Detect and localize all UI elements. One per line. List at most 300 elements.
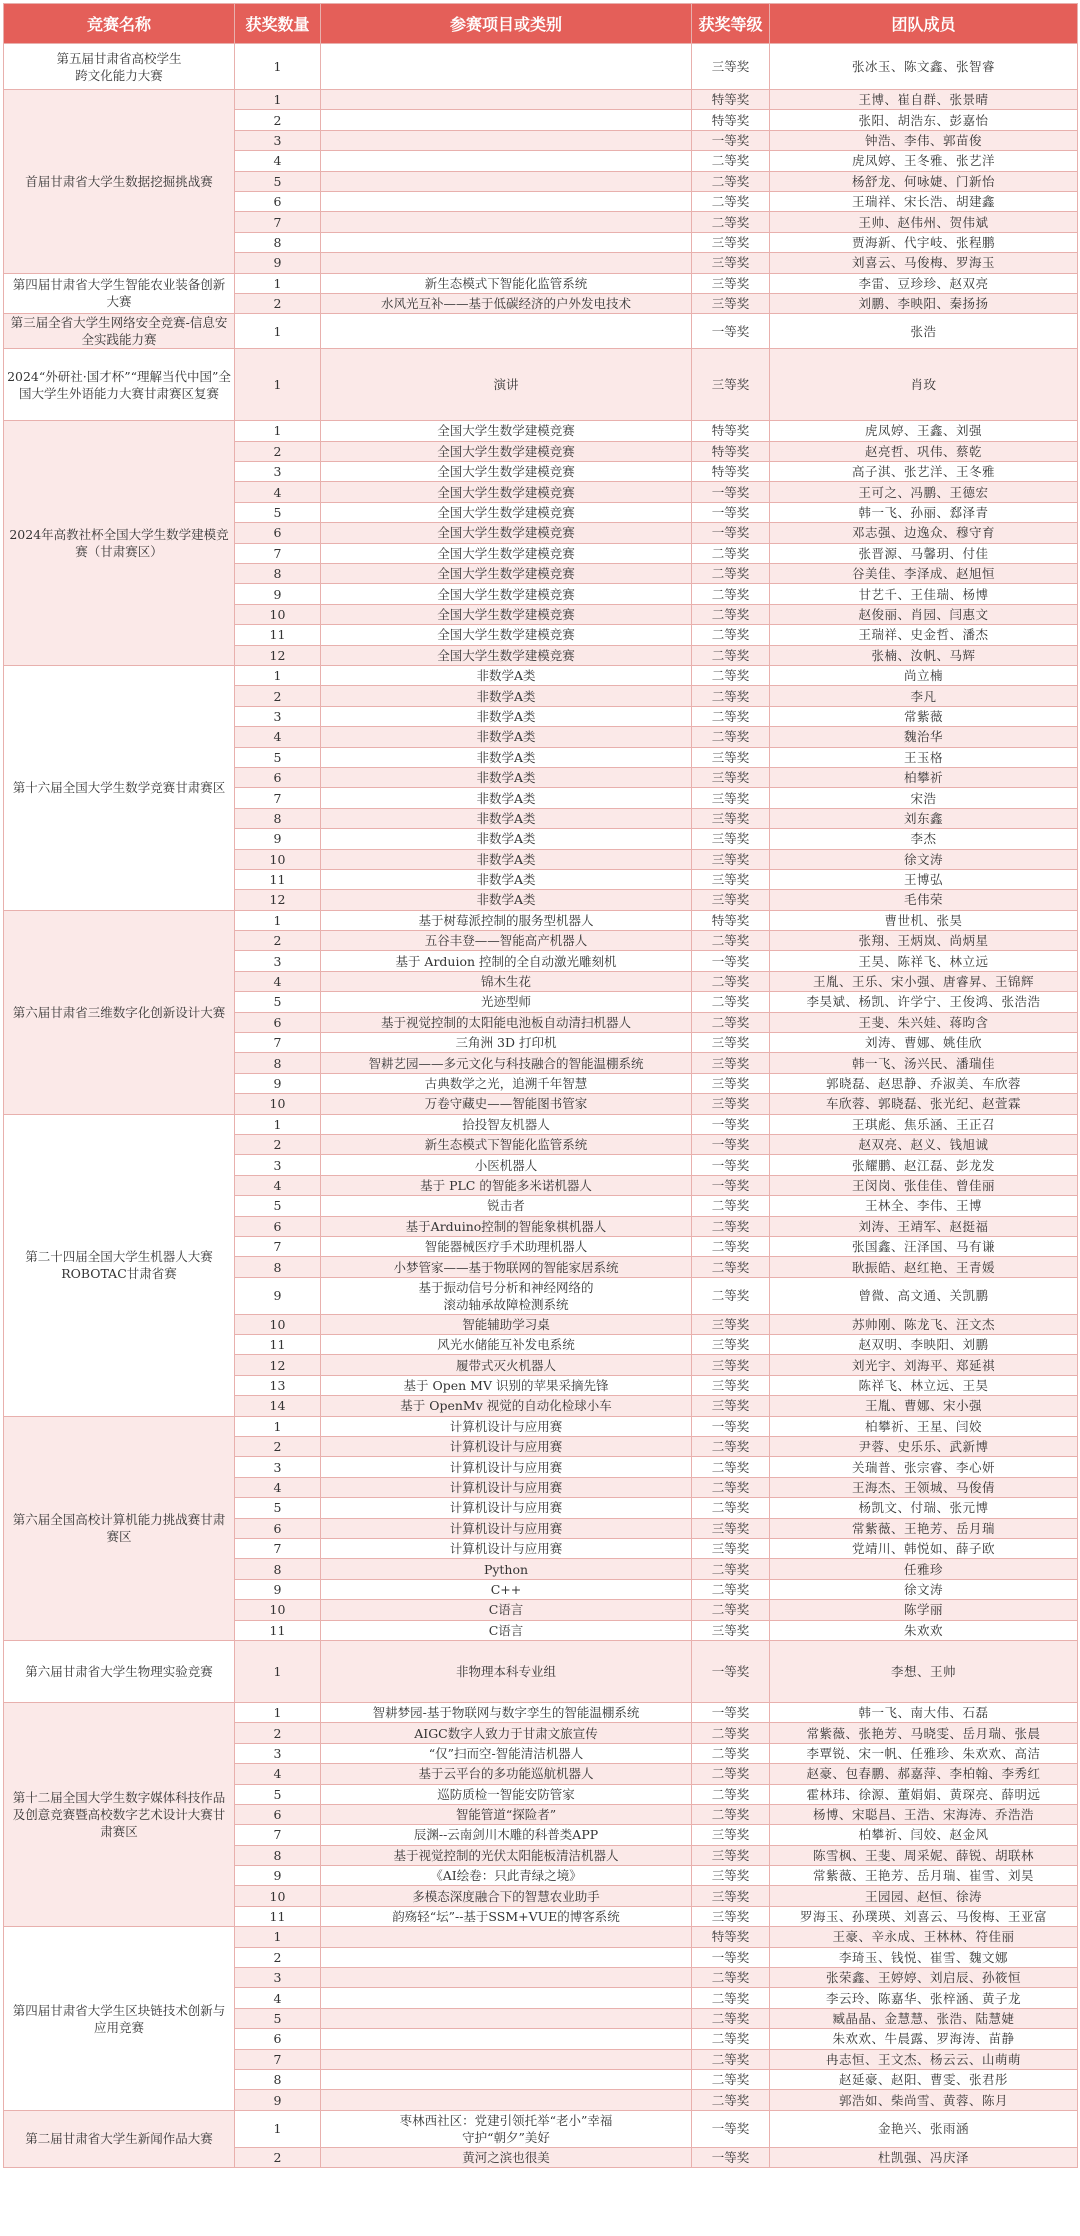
- project-name: 全国大学生数学建模竞赛: [321, 441, 692, 461]
- award-level: 三等奖: [692, 1845, 770, 1865]
- team-members: 关瑞普、张宗睿、李心妍: [770, 1457, 1078, 1477]
- project-name: 全国大学生数学建模竞赛: [321, 462, 692, 482]
- award-level: 二等奖: [692, 931, 770, 951]
- team-members: 霍林玮、徐源、董娟娟、黄琛亮、薛明远: [770, 1784, 1078, 1804]
- award-level: 特等奖: [692, 910, 770, 930]
- team-members: 陈学丽: [770, 1600, 1078, 1620]
- award-count: 5: [235, 2008, 321, 2028]
- award-count: 8: [235, 232, 321, 252]
- award-count: 2: [235, 1947, 321, 1967]
- award-level: 一等奖: [692, 1416, 770, 1436]
- award-count: 7: [235, 1825, 321, 1845]
- team-members: 张冰玉、陈文鑫、张智睿: [770, 44, 1078, 90]
- team-members: 赵双亮、赵义、钱旭诚: [770, 1134, 1078, 1154]
- team-members: 张国鑫、汪泽国、马有谦: [770, 1236, 1078, 1256]
- project-name: [321, 1968, 692, 1988]
- award-level: 三等奖: [692, 1335, 770, 1355]
- award-level: 二等奖: [692, 604, 770, 624]
- team-members: 尹蓉、史乐乐、武新博: [770, 1437, 1078, 1457]
- project-name: [321, 90, 692, 110]
- table-row: [4, 44, 1078, 90]
- award-count: 4: [235, 971, 321, 991]
- table-row: [4, 273, 1078, 293]
- team-members: 王斐、朱兴娃、蒋昀含: [770, 1012, 1078, 1032]
- award-count: 1: [235, 90, 321, 110]
- award-count: 11: [235, 1906, 321, 1926]
- team-members: 曾微、高文通、关凯鹏: [770, 1277, 1078, 1314]
- award-level: 二等奖: [692, 1723, 770, 1743]
- award-count: 9: [235, 829, 321, 849]
- award-count: 3: [235, 706, 321, 726]
- team-members: 张浩: [770, 314, 1078, 349]
- award-level: 二等奖: [692, 1012, 770, 1032]
- team-members: 刘涛、曹娜、姚佳欣: [770, 1033, 1078, 1053]
- team-members: 任雅珍: [770, 1559, 1078, 1579]
- project-name: 全国大学生数学建模竞赛: [321, 543, 692, 563]
- project-name: 三角洲 3D 打印机: [321, 1033, 692, 1053]
- award-count: 2: [235, 931, 321, 951]
- award-level: 二等奖: [692, 1498, 770, 1518]
- award-level: 二等奖: [692, 1559, 770, 1579]
- award-level: 一等奖: [692, 482, 770, 502]
- team-members: 党靖川、韩悦如、薛子欧: [770, 1539, 1078, 1559]
- team-members: 李想、王帅: [770, 1640, 1078, 1702]
- project-name: [321, 314, 692, 349]
- competition-name: 第三届全省大学生网络安全竞赛-信息安全实践能力赛: [4, 314, 235, 349]
- award-level: 二等奖: [692, 645, 770, 665]
- team-members: 毛伟荣: [770, 890, 1078, 910]
- award-level: 特等奖: [692, 110, 770, 130]
- project-name: 非数学A类: [321, 829, 692, 849]
- award-count: 6: [235, 1518, 321, 1538]
- team-members: 朱欢欢、牛晨露、罗海涛、苗静: [770, 2029, 1078, 2049]
- team-members: 李昊斌、杨凯、许学宁、王俊鸿、张浩浩: [770, 992, 1078, 1012]
- team-members: 张翔、王炳岚、尚炳星: [770, 931, 1078, 951]
- award-level: 三等奖: [692, 1906, 770, 1926]
- project-name: 辰渊--云南剑川木雕的科普类APP: [321, 1825, 692, 1845]
- award-count: 4: [235, 1477, 321, 1497]
- award-level: 二等奖: [692, 706, 770, 726]
- competition-name: 第六届甘肃省大学生物理实验竞赛: [4, 1640, 235, 1702]
- award-level: 三等奖: [692, 349, 770, 421]
- competition-name: 第二十四届全国大学生机器人大赛ROBOTAC甘肃省赛: [4, 1114, 235, 1416]
- table-row: [4, 1416, 1078, 1436]
- award-count: 5: [235, 1784, 321, 1804]
- team-members: 王帅、赵伟州、贺伟斌: [770, 212, 1078, 232]
- project-name: [321, 171, 692, 191]
- award-count: 5: [235, 1196, 321, 1216]
- team-members: 张耀鹏、赵江磊、彭龙发: [770, 1155, 1078, 1175]
- award-count: 1: [235, 349, 321, 421]
- award-level: 二等奖: [692, 2069, 770, 2089]
- award-level: 一等奖: [692, 1134, 770, 1154]
- award-count: 5: [235, 1498, 321, 1518]
- award-level: 二等奖: [692, 1437, 770, 1457]
- team-members: 陈雪枫、王斐、周采妮、薛锐、胡联林: [770, 1845, 1078, 1865]
- award-count: 7: [235, 1539, 321, 1559]
- project-name: 枣林西社区：党建引领托举“老小”幸福 守护“朝夕”美好: [321, 2110, 692, 2147]
- award-level: 一等奖: [692, 1114, 770, 1134]
- award-level: 二等奖: [692, 1804, 770, 1824]
- team-members: 王琪彪、焦乐涵、王正召: [770, 1114, 1078, 1134]
- table-row: [4, 90, 1078, 110]
- award-count: 12: [235, 890, 321, 910]
- team-members: 常紫薇: [770, 706, 1078, 726]
- award-count: 11: [235, 869, 321, 889]
- team-members: 韩一飞、南大伟、石磊: [770, 1702, 1078, 1722]
- project-name: 锦木生花: [321, 971, 692, 991]
- team-members: 韩一飞、孙丽、郄泽青: [770, 502, 1078, 522]
- team-members: 王胤、王乐、宋小强、唐睿昇、王锦辉: [770, 971, 1078, 991]
- project-name: 五谷丰登——智能高产机器人: [321, 931, 692, 951]
- team-members: 苏帅刚、陈龙飞、汪文杰: [770, 1314, 1078, 1334]
- team-members: 杜凯强、冯庆泽: [770, 2147, 1078, 2167]
- project-name: [321, 2049, 692, 2069]
- award-level: 三等奖: [692, 232, 770, 252]
- award-level: 二等奖: [692, 564, 770, 584]
- team-members: 耿振皓、赵红艳、王青媛: [770, 1257, 1078, 1277]
- award-count: 3: [235, 951, 321, 971]
- award-count: 9: [235, 1073, 321, 1093]
- team-members: 宋浩: [770, 788, 1078, 808]
- project-name: 锐击者: [321, 1196, 692, 1216]
- award-level: 三等奖: [692, 273, 770, 293]
- award-count: 2: [235, 2147, 321, 2167]
- team-members: 谷美佳、李泽成、赵旭恒: [770, 564, 1078, 584]
- project-name: 非数学A类: [321, 747, 692, 767]
- project-name: [321, 44, 692, 90]
- award-count: 2: [235, 1134, 321, 1154]
- award-level: 三等奖: [692, 1518, 770, 1538]
- competition-name: 第十六届全国大学生数学竞赛甘肃赛区: [4, 665, 235, 910]
- team-members: 郭晓磊、赵思静、乔淑美、车欣蓉: [770, 1073, 1078, 1093]
- project-name: 非数学A类: [321, 767, 692, 787]
- award-count: 8: [235, 1559, 321, 1579]
- project-name: 拾投智友机器人: [321, 1114, 692, 1134]
- award-level: 一等奖: [692, 1640, 770, 1702]
- project-name: 计算机设计与应用赛: [321, 1539, 692, 1559]
- team-members: 王海杰、王领城、马俊倩: [770, 1477, 1078, 1497]
- project-name: C++: [321, 1579, 692, 1599]
- award-level: 一等奖: [692, 2110, 770, 2147]
- table-row: [4, 421, 1078, 441]
- award-level: 二等奖: [692, 2029, 770, 2049]
- award-level: 一等奖: [692, 1155, 770, 1175]
- team-members: 王豪、辛永成、王林林、符佳丽: [770, 1927, 1078, 1947]
- competition-name: 第六届甘肃省三维数字化创新设计大赛: [4, 910, 235, 1114]
- award-level: 三等奖: [692, 1073, 770, 1093]
- award-count: 2: [235, 293, 321, 313]
- team-members: 钟浩、李伟、郭苗俊: [770, 130, 1078, 150]
- award-count: 7: [235, 788, 321, 808]
- award-level: 三等奖: [692, 890, 770, 910]
- project-name: AIGC数字人致力于甘肃文旅宣传: [321, 1723, 692, 1743]
- award-level: 一等奖: [692, 523, 770, 543]
- award-level: 三等奖: [692, 808, 770, 828]
- award-count: 4: [235, 1175, 321, 1195]
- award-level: 二等奖: [692, 1277, 770, 1314]
- award-level: 一等奖: [692, 1702, 770, 1722]
- award-level: 二等奖: [692, 2090, 770, 2110]
- award-count: 3: [235, 1968, 321, 1988]
- project-name: [321, 1988, 692, 2008]
- project-name: 风光水储能互补发电系统: [321, 1335, 692, 1355]
- award-count: 10: [235, 1094, 321, 1114]
- team-members: 韩一飞、汤兴民、潘瑞佳: [770, 1053, 1078, 1073]
- award-level: 三等奖: [692, 788, 770, 808]
- award-count: 6: [235, 767, 321, 787]
- team-members: 郭浩如、柴尚雪、黄蓉、陈月: [770, 2090, 1078, 2110]
- award-level: 三等奖: [692, 1866, 770, 1886]
- award-level: 二等奖: [692, 2049, 770, 2069]
- team-members: 徐文涛: [770, 1579, 1078, 1599]
- project-name: 计算机设计与应用赛: [321, 1457, 692, 1477]
- project-name: [321, 2029, 692, 2049]
- award-count: 11: [235, 625, 321, 645]
- award-level: 二等奖: [692, 625, 770, 645]
- team-members: 王可之、冯鹏、王德宏: [770, 482, 1078, 502]
- award-level: 特等奖: [692, 90, 770, 110]
- award-level: 一等奖: [692, 1175, 770, 1195]
- team-members: 张荣鑫、王婷婷、刘启辰、孙筱恒: [770, 1968, 1078, 1988]
- header-row: [4, 4, 1078, 44]
- team-members: 王博弘: [770, 869, 1078, 889]
- team-members: 张楠、汝帆、马辉: [770, 645, 1078, 665]
- award-level: 三等奖: [692, 1314, 770, 1334]
- table-body: [4, 44, 1078, 2168]
- award-count: 2: [235, 1437, 321, 1457]
- project-name: 计算机设计与应用赛: [321, 1477, 692, 1497]
- project-name: 古典数学之光，追溯千年智慧: [321, 1073, 692, 1093]
- award-level: 二等奖: [692, 665, 770, 685]
- award-level: 二等奖: [692, 1196, 770, 1216]
- award-count: 3: [235, 1457, 321, 1477]
- table-row: [4, 910, 1078, 930]
- award-level: 三等奖: [692, 767, 770, 787]
- table-row: [4, 1640, 1078, 1702]
- project-name: C语言: [321, 1620, 692, 1640]
- team-members: 刘东鑫: [770, 808, 1078, 828]
- project-name: 基于视觉控制的太阳能电池板自动清扫机器人: [321, 1012, 692, 1032]
- award-level: 三等奖: [692, 1355, 770, 1375]
- award-count: 7: [235, 212, 321, 232]
- award-count: 2: [235, 686, 321, 706]
- award-count: 10: [235, 1600, 321, 1620]
- award-count: 6: [235, 1804, 321, 1824]
- project-name: 履带式灭火机器人: [321, 1355, 692, 1375]
- competition-name: 首届甘肃省大学生数据挖掘挑战赛: [4, 90, 235, 274]
- project-name: 多模态深度融合下的智慧农业助手: [321, 1886, 692, 1906]
- award-count: 3: [235, 462, 321, 482]
- project-name: 演讲: [321, 349, 692, 421]
- team-members: 甘艺千、王佳瑞、杨博: [770, 584, 1078, 604]
- project-name: [321, 212, 692, 232]
- award-count: 9: [235, 1277, 321, 1314]
- award-level: 二等奖: [692, 1764, 770, 1784]
- award-level: 特等奖: [692, 1927, 770, 1947]
- award-count: 8: [235, 564, 321, 584]
- project-name: 全国大学生数学建模竞赛: [321, 421, 692, 441]
- award-level: 二等奖: [692, 971, 770, 991]
- team-members: 冉志恒、王文杰、杨云云、山萌萌: [770, 2049, 1078, 2069]
- team-members: 肖玫: [770, 349, 1078, 421]
- project-name: C语言: [321, 1600, 692, 1620]
- award-level: 三等奖: [692, 293, 770, 313]
- table-row: [4, 2110, 1078, 2147]
- table-row: [4, 314, 1078, 349]
- project-name: 智耕艺园——多元文化与科技融合的智能温棚系统: [321, 1053, 692, 1073]
- team-members: 魏治华: [770, 727, 1078, 747]
- team-members: 李覃锐、宋一帆、任雅珍、朱欢欢、高洁: [770, 1743, 1078, 1763]
- award-level: 二等奖: [692, 1968, 770, 1988]
- project-name: 非数学A类: [321, 869, 692, 889]
- project-name: 非数学A类: [321, 808, 692, 828]
- competition-name: 第十二届全国大学生数字媒体科技作品及创意竞赛暨高校数字艺术设计大赛甘肃赛区: [4, 1702, 235, 1926]
- team-members: 王胤、曹娜、宋小强: [770, 1396, 1078, 1416]
- project-name: 基于视觉控制的光伏太阳能板清洁机器人: [321, 1845, 692, 1865]
- project-name: [321, 232, 692, 252]
- team-members: 赵俊丽、肖园、闫惠文: [770, 604, 1078, 624]
- award-count: 9: [235, 253, 321, 273]
- project-name: [321, 2069, 692, 2089]
- team-members: 李杰: [770, 829, 1078, 849]
- award-level: 二等奖: [692, 1743, 770, 1763]
- award-level: 三等奖: [692, 1033, 770, 1053]
- team-members: 柏攀祈、王星、闫姣: [770, 1416, 1078, 1436]
- award-level: 三等奖: [692, 1375, 770, 1395]
- award-count: 6: [235, 1216, 321, 1236]
- award-level: 二等奖: [692, 543, 770, 563]
- team-members: 赵亮哲、巩伟、蔡乾: [770, 441, 1078, 461]
- project-name: 计算机设计与应用赛: [321, 1416, 692, 1436]
- award-count: 7: [235, 1236, 321, 1256]
- award-count: 2: [235, 1723, 321, 1743]
- team-members: 曹世机、张昊: [770, 910, 1078, 930]
- award-level: 特等奖: [692, 441, 770, 461]
- team-members: 赵豪、包春鹏、郝嘉萍、李柏翰、李秀红: [770, 1764, 1078, 1784]
- award-level: 特等奖: [692, 421, 770, 441]
- project-name: 光迹型师: [321, 992, 692, 1012]
- award-count: 9: [235, 1579, 321, 1599]
- award-level: 三等奖: [692, 1053, 770, 1073]
- project-name: 智能管道“探险者”: [321, 1804, 692, 1824]
- team-members: 罗海玉、孙璞瑛、刘喜云、马俊梅、王亚富: [770, 1906, 1078, 1926]
- award-count: 6: [235, 191, 321, 211]
- award-level: 二等奖: [692, 151, 770, 171]
- award-count: 8: [235, 1845, 321, 1865]
- award-level: 三等奖: [692, 44, 770, 90]
- award-count: 5: [235, 171, 321, 191]
- award-level: 二等奖: [692, 1988, 770, 2008]
- award-level: 一等奖: [692, 1947, 770, 1967]
- team-members: 虎凤婷、王鑫、刘强: [770, 421, 1078, 441]
- award-count: 9: [235, 584, 321, 604]
- award-level: 二等奖: [692, 171, 770, 191]
- award-count: 12: [235, 1355, 321, 1375]
- award-level: 三等奖: [692, 253, 770, 273]
- competition-name: 2024“外研社·国才杯”“理解当代中国”全国大学生外语能力大赛甘肃赛区复赛: [4, 349, 235, 421]
- award-count: 5: [235, 747, 321, 767]
- header-competition: 竞赛名称: [4, 4, 235, 44]
- award-level: 三等奖: [692, 1886, 770, 1906]
- project-name: 新生态模式下智能化监管系统: [321, 1134, 692, 1154]
- team-members: 刘喜云、马俊梅、罗海玉: [770, 253, 1078, 273]
- team-members: 常紫薇、王艳芳、岳月瑞、崔雪、刘昊: [770, 1866, 1078, 1886]
- competition-name: 第六届全国高校计算机能力挑战赛甘肃赛区: [4, 1416, 235, 1640]
- project-name: [321, 2008, 692, 2028]
- award-count: 8: [235, 2069, 321, 2089]
- team-members: 王瑞祥、史金哲、潘杰: [770, 625, 1078, 645]
- award-level: 二等奖: [692, 1236, 770, 1256]
- project-name: 计算机设计与应用赛: [321, 1498, 692, 1518]
- team-members: 虎凤婷、王冬雅、张艺洋: [770, 151, 1078, 171]
- project-name: 全国大学生数学建模竞赛: [321, 625, 692, 645]
- team-members: 陈祥飞、林立远、王昊: [770, 1375, 1078, 1395]
- project-name: 水风光互补——基于低碳经济的户外发电技术: [321, 293, 692, 313]
- award-count: 2: [235, 441, 321, 461]
- project-name: 万卷守藏史——智能图书管家: [321, 1094, 692, 1114]
- award-level: 三等奖: [692, 829, 770, 849]
- award-count: 4: [235, 482, 321, 502]
- award-count: 8: [235, 1257, 321, 1277]
- project-name: 非数学A类: [321, 788, 692, 808]
- award-count: 1: [235, 1640, 321, 1702]
- project-name: 非数学A类: [321, 727, 692, 747]
- award-level: 二等奖: [692, 1457, 770, 1477]
- project-name: 小医机器人: [321, 1155, 692, 1175]
- project-name: [321, 110, 692, 130]
- team-members: 李琦玉、钱悦、崔雪、魏文娜: [770, 1947, 1078, 1967]
- project-name: 全国大学生数学建模竞赛: [321, 584, 692, 604]
- team-members: 王林全、李伟、王博: [770, 1196, 1078, 1216]
- project-name: [321, 253, 692, 273]
- project-name: 黄河之滨也很美: [321, 2147, 692, 2167]
- award-count: 1: [235, 273, 321, 293]
- award-count: 5: [235, 992, 321, 1012]
- project-name: 非物理本科专业组: [321, 1640, 692, 1702]
- award-level: 二等奖: [692, 727, 770, 747]
- award-count: 1: [235, 1702, 321, 1722]
- award-level: 二等奖: [692, 686, 770, 706]
- project-name: [321, 2090, 692, 2110]
- award-level: 特等奖: [692, 462, 770, 482]
- team-members: 柏攀祈: [770, 767, 1078, 787]
- project-name: 全国大学生数学建模竞赛: [321, 564, 692, 584]
- team-members: 王玉格: [770, 747, 1078, 767]
- award-count: 7: [235, 543, 321, 563]
- project-name: 全国大学生数学建模竞赛: [321, 645, 692, 665]
- award-count: 2: [235, 110, 321, 130]
- award-count: 6: [235, 1012, 321, 1032]
- award-level: 二等奖: [692, 584, 770, 604]
- project-name: 全国大学生数学建模竞赛: [321, 482, 692, 502]
- header-count: 获奖数量: [235, 4, 321, 44]
- project-name: 智耕梦园-基于物联网与数字孪生的智能温棚系统: [321, 1702, 692, 1722]
- project-name: 非数学A类: [321, 665, 692, 685]
- project-name: 基于 PLC 的智能多米诺机器人: [321, 1175, 692, 1195]
- competition-name: 第四届甘肃省大学生区块链技术创新与应用竞赛: [4, 1927, 235, 2111]
- project-name: 非数学A类: [321, 849, 692, 869]
- project-name: [321, 1927, 692, 1947]
- project-name: 计算机设计与应用赛: [321, 1437, 692, 1457]
- team-members: 王博、崔自群、张景晴: [770, 90, 1078, 110]
- team-members: 王瑞祥、宋长浩、胡建鑫: [770, 191, 1078, 211]
- award-count: 1: [235, 421, 321, 441]
- award-level: 三等奖: [692, 1539, 770, 1559]
- award-level: 三等奖: [692, 869, 770, 889]
- award-level: 三等奖: [692, 747, 770, 767]
- project-name: 非数学A类: [321, 706, 692, 726]
